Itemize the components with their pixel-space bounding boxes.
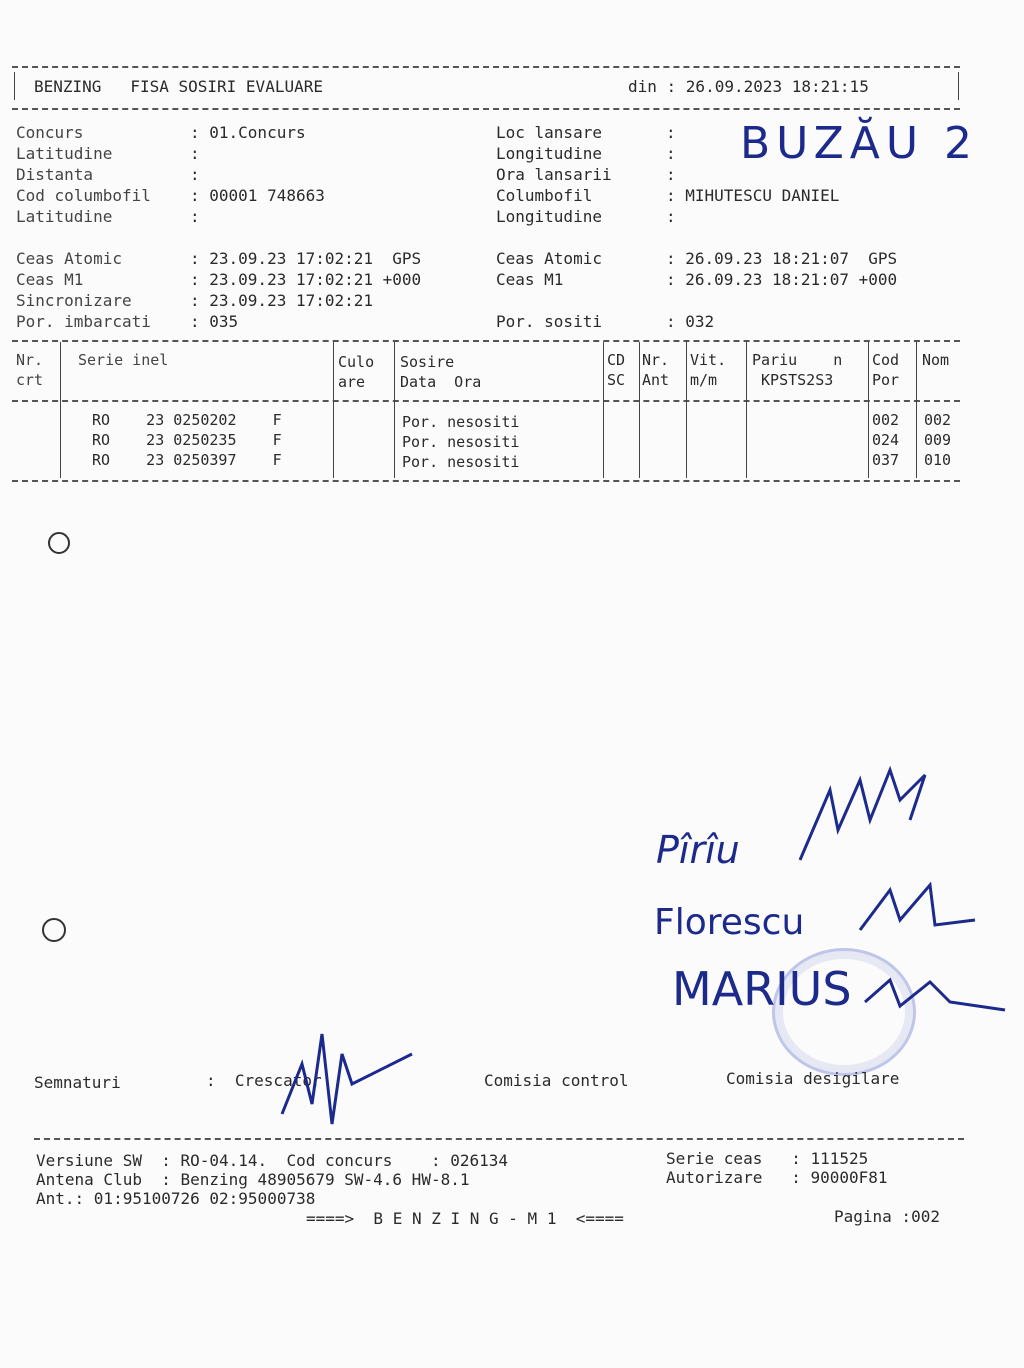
footer-antenna-ids: Ant.: 01:95100726 02:95000738 (36, 1189, 316, 1208)
ring-serial: RO 23 0250235 F (92, 431, 282, 449)
info-value: : (666, 123, 676, 142)
col-header-culoare: Culo are (338, 353, 375, 391)
clock-value: : 032 (666, 312, 715, 331)
ring-serial: RO 23 0250202 F (92, 411, 282, 429)
footer-antenna: Antena Club : Benzing 48905679 SW-4.6 HW-8.1 (36, 1170, 470, 1189)
arrival-status: Por. nesositi (402, 453, 520, 471)
control-commission-label: Comisia control (484, 1071, 629, 1090)
info-value: : 00001 748663 (190, 186, 325, 205)
info-label: Distanta (16, 165, 94, 184)
cod-por: 024 (872, 431, 900, 449)
col-header-nr: Nr. crt (16, 351, 44, 389)
col-header-cod: Cod Por (872, 351, 900, 389)
clock-label: Ceas M1 (16, 270, 84, 289)
info-value: : 01.Concurs (190, 123, 306, 142)
clock-label: Por. sositi (496, 312, 602, 331)
col-header-cd: CD SC (607, 351, 626, 389)
breeder-name: : MIHUTESCU DANIEL (666, 186, 840, 205)
punch-hole-mark (42, 918, 66, 942)
document-title: BENZING FISA SOSIRI EVALUARE (34, 77, 323, 96)
info-value: : (190, 165, 200, 184)
col-header-nom: Nom (922, 351, 950, 369)
info-label: Ora lansarii (496, 165, 612, 184)
handwritten-location: BUZĂU 2 (740, 118, 979, 169)
handwritten-name: MARIUS (672, 962, 852, 1016)
cod-por: 002 (872, 411, 900, 429)
nom: 002 (924, 411, 952, 429)
info-label: Latitudine (16, 144, 113, 163)
col-header-sosire: Sosire Data Ora (400, 353, 482, 391)
clock-label: Sincronizare (16, 291, 132, 310)
clock-label: Ceas Atomic (496, 249, 602, 268)
arrival-status: Por. nesositi (402, 433, 520, 451)
clock-value: : 23.09.23 17:02:21 (190, 291, 374, 310)
clock-value: : 26.09.23 18:21:07 GPS (666, 249, 898, 268)
info-label: Longitudine (496, 207, 602, 226)
handwritten-name: Pîrîu (656, 828, 740, 872)
unsealing-commission-label: Comisia desigilare (726, 1069, 900, 1088)
info-label: Loc lansare (496, 123, 602, 142)
breeder-signature-scribble (262, 1024, 422, 1134)
clock-label: Ceas M1 (496, 270, 564, 289)
footer-banner: ====> B E N Z I N G - M 1 <==== (306, 1209, 624, 1228)
info-label: Longitudine (496, 144, 602, 163)
footer-clock-serial: Serie ceas : 111525 (666, 1149, 869, 1168)
info-label: Columbofil (496, 186, 593, 205)
page-number: Pagina :002 (834, 1207, 940, 1226)
signature-scribble (850, 880, 980, 950)
clock-value: : 23.09.23 17:02:21 GPS (190, 249, 422, 268)
print-date: din : 26.09.2023 18:21:15 (628, 77, 869, 96)
signatures-label: Semnaturi (34, 1073, 121, 1092)
breeder-signature-label: : Crescator (206, 1071, 322, 1090)
info-value: : (190, 144, 200, 163)
col-header-nr-ant: Nr. Ant (642, 351, 670, 389)
arrival-status: Por. nesositi (402, 413, 520, 431)
signature-scribble (860, 972, 1010, 1022)
footer-authorization: Autorizare : 90000F81 (666, 1168, 888, 1187)
col-header-serie: Serie inel (78, 351, 169, 369)
clock-label: Por. imbarcati (16, 312, 151, 331)
punch-hole-mark (48, 532, 70, 554)
col-header-pariu: Pariu n KPSTS2S3 (752, 351, 843, 389)
clock-label: Ceas Atomic (16, 249, 122, 268)
info-label: Cod columbofil (16, 186, 151, 205)
clock-value: : 035 (190, 312, 239, 331)
col-header-vit: Vit. m/m (690, 351, 727, 389)
footer-software: Versiune SW : RO-04.14. Cod concurs : 026134 (36, 1151, 509, 1170)
info-label: Concurs (16, 123, 84, 142)
ring-serial: RO 23 0250397 F (92, 451, 282, 469)
info-value: : (666, 207, 676, 226)
clock-value: : 26.09.23 18:21:07 +000 (666, 270, 898, 289)
nom: 010 (924, 451, 952, 469)
cod-por: 037 (872, 451, 900, 469)
info-label: Latitudine (16, 207, 113, 226)
info-value: : (190, 207, 200, 226)
nom: 009 (924, 431, 952, 449)
clock-value: : 23.09.23 17:02:21 +000 (190, 270, 422, 289)
handwritten-name: Florescu (654, 902, 805, 943)
info-value: : (666, 144, 676, 163)
signature-scribble (790, 760, 940, 870)
info-value: : (666, 165, 676, 184)
